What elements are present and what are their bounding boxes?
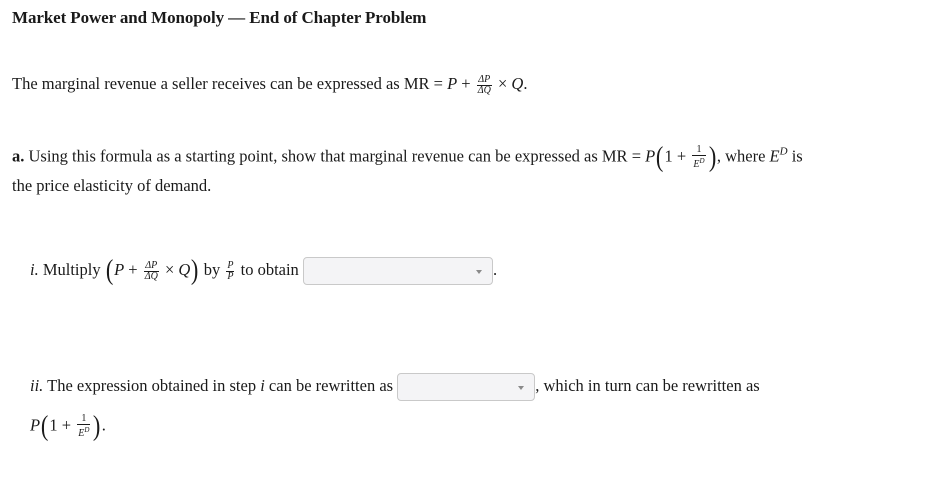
step-ii-i: i bbox=[260, 375, 265, 395]
step-ii-dropdown[interactable] bbox=[397, 373, 535, 401]
intro-Q: Q bbox=[511, 74, 524, 93]
step-i-by: by bbox=[199, 259, 225, 279]
step-ii-line1 bbox=[30, 373, 760, 401]
step-i-fraction2 bbox=[226, 261, 234, 282]
part-a-P: P bbox=[645, 146, 656, 166]
chevron-down-icon bbox=[518, 386, 524, 390]
step-i-text1: Multiply bbox=[38, 259, 105, 279]
step-ii-frac-num: 1 bbox=[77, 414, 90, 425]
step-ii-text1: The expression obtained in step bbox=[43, 375, 261, 395]
part-a-line1 bbox=[12, 141, 803, 173]
step-i-frac2-den: P bbox=[227, 270, 234, 282]
part-a-label: a. bbox=[12, 146, 25, 166]
part-a-text1: Using this formula as a starting point, show that marginal revenue can be expressed as MR bbox=[24, 146, 628, 166]
step-i-dropdown[interactable] bbox=[303, 257, 493, 285]
part-a-frac-den: $E^D$ bbox=[693, 157, 705, 170]
step-ii-P: P bbox=[30, 415, 41, 435]
step-ii-text3: , which in turn can be rewritten as bbox=[535, 375, 760, 395]
part-a-E: E bbox=[769, 146, 780, 166]
step-ii-end: . bbox=[101, 415, 106, 435]
intro-frac-den: ΔQ bbox=[477, 84, 491, 96]
chevron-down-icon bbox=[476, 270, 482, 274]
step-i-line bbox=[30, 257, 497, 285]
page-title: Market Power and Monopoly — End of Chapter Problem bbox=[12, 8, 427, 27]
step-i-frac-num: ΔP bbox=[145, 259, 158, 271]
part-a-line2: the price elasticity of demand. bbox=[12, 176, 212, 195]
step-ii-text2: can be rewritten as bbox=[264, 375, 394, 395]
step-i-label: i. bbox=[30, 259, 39, 279]
intro-prefix: The marginal revenue a seller receives can be expressed as MR bbox=[12, 74, 430, 93]
part-a-text3: is bbox=[787, 146, 803, 166]
step-i-Q: Q bbox=[178, 259, 191, 279]
step-i-frac2-num: P bbox=[227, 259, 234, 271]
step-i-plus: + bbox=[124, 259, 142, 279]
part-a-rparen: ) bbox=[708, 141, 716, 173]
part-a-text2: , where bbox=[716, 146, 770, 166]
intro-P: P bbox=[447, 74, 458, 93]
intro-plus: + bbox=[457, 74, 475, 93]
step-i-P: P bbox=[114, 259, 125, 279]
step-i-times: × bbox=[160, 259, 179, 279]
intro-frac-num: ΔP bbox=[478, 73, 491, 85]
step-i-end: . bbox=[492, 259, 498, 279]
step-ii-rparen: ) bbox=[93, 410, 101, 442]
part-a-fraction bbox=[692, 145, 705, 170]
step-i-fraction bbox=[144, 261, 159, 282]
step-ii-line2 bbox=[30, 410, 106, 442]
step-ii-lparen: ( bbox=[41, 410, 49, 442]
step-i-lparen: ( bbox=[105, 255, 114, 286]
step-i-rparen: ) bbox=[191, 255, 199, 286]
step-i-frac-den: ΔQ bbox=[144, 270, 158, 282]
intro-eq: = bbox=[429, 74, 448, 93]
part-a-lparen: ( bbox=[656, 141, 664, 173]
part-a-frac-num: 1 bbox=[692, 145, 705, 156]
step-ii-one-plus: 1 + bbox=[49, 415, 76, 435]
step-i-text2: to obtain bbox=[236, 259, 299, 279]
intro-fraction bbox=[477, 75, 492, 96]
part-a-eq: = bbox=[627, 146, 646, 166]
intro-times: × bbox=[493, 74, 512, 93]
part-a-E-sup: D bbox=[779, 145, 788, 158]
step-ii-label: ii. bbox=[30, 375, 44, 395]
step-ii-fraction bbox=[77, 414, 90, 439]
part-a-one-plus: 1 + bbox=[664, 146, 691, 166]
intro-suffix: . bbox=[523, 74, 528, 93]
intro-text bbox=[12, 74, 527, 96]
step-ii-frac-den: $E^D$ bbox=[78, 426, 90, 439]
